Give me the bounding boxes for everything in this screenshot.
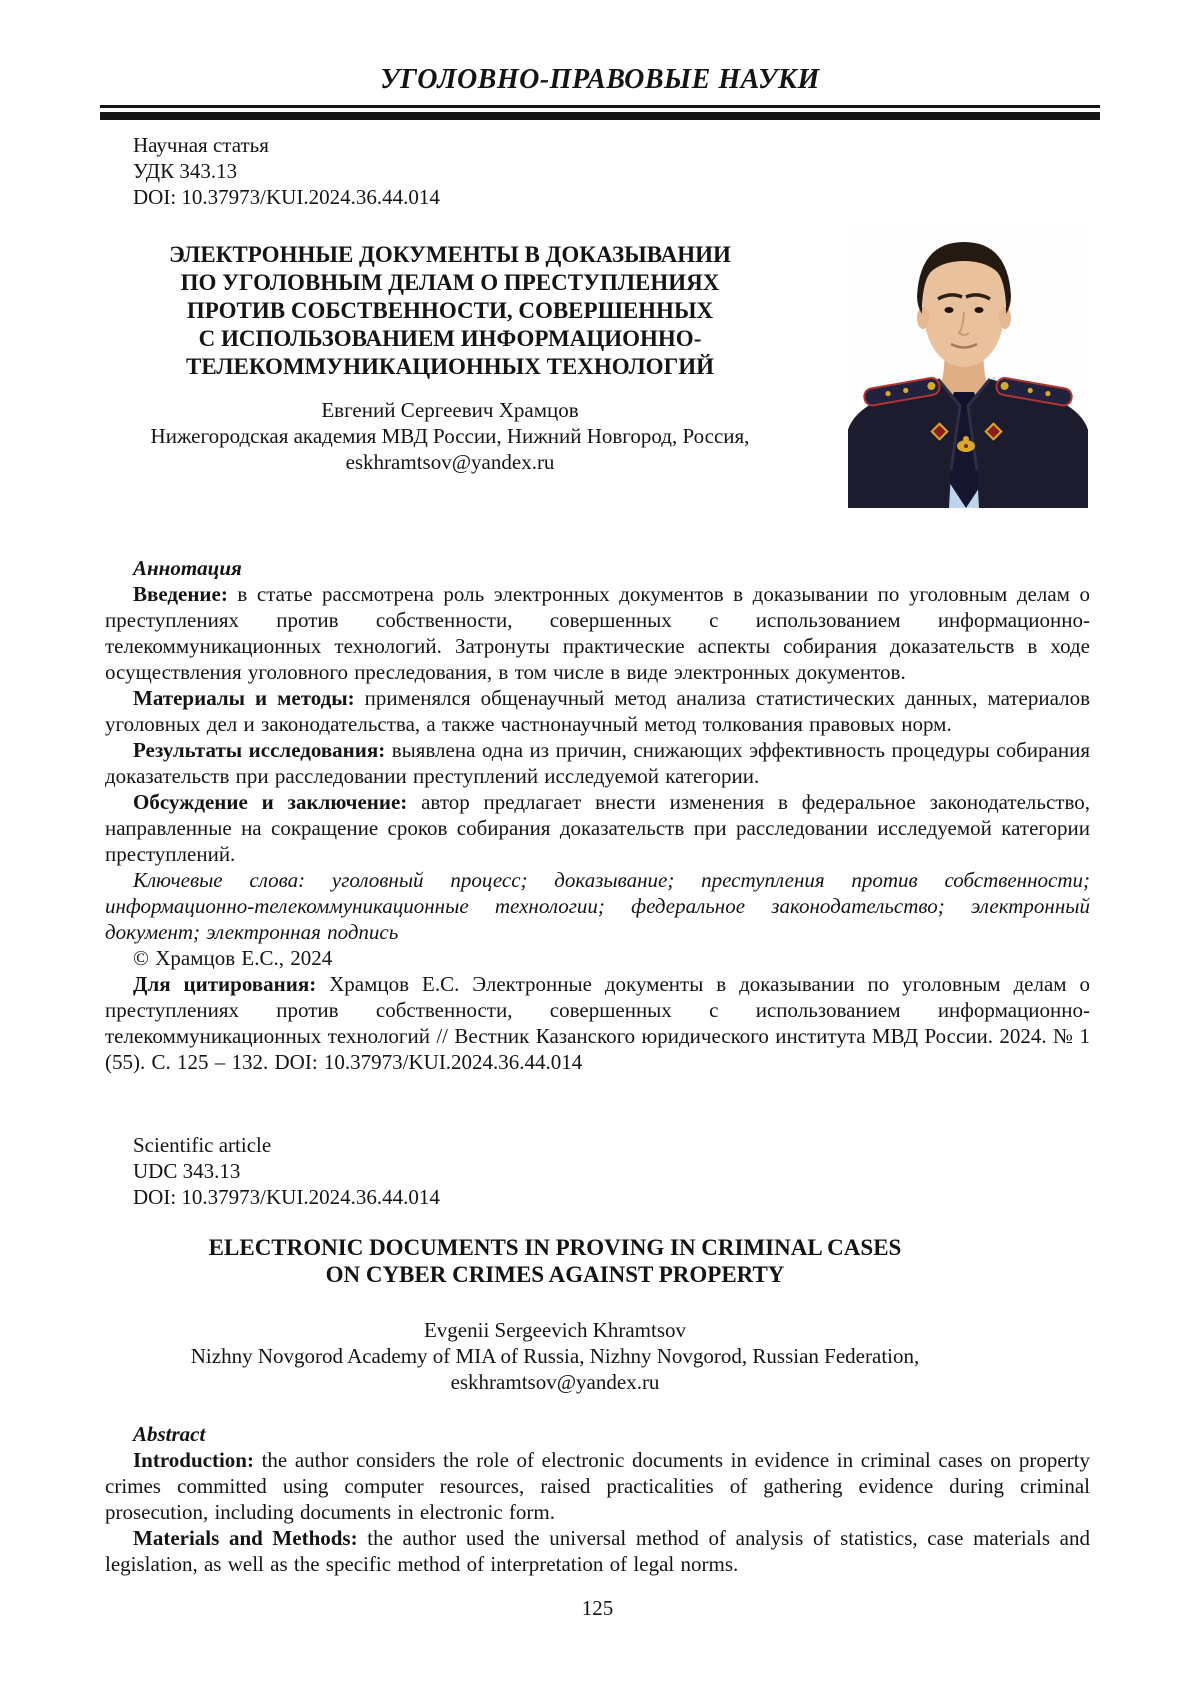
en-doi: DOI: 10.37973/KUI.2024.36.44.014	[133, 1185, 440, 1209]
author-photo-image	[848, 230, 1088, 508]
ru-copyright: © Храмцов Е.С., 2024	[133, 946, 333, 970]
ru-title-line: ТЕЛЕКОММУНИКАЦИОННЫХ ТЕХНОЛОГИЙ	[186, 354, 714, 379]
ru-label-materials: Материалы и методы:	[133, 686, 355, 710]
ru-label-introduction: Введение:	[133, 582, 228, 606]
header-rule-thin	[100, 105, 1100, 108]
en-text-materials: the author used the universal method of analysis of statistics, case materials and legislation, as well as the specific method of interpretation of legal norms.	[105, 1526, 1090, 1576]
ru-affiliation: Нижегородская академия МВД России, Нижний Новгород, Россия,	[150, 424, 750, 448]
ru-text-results: выявлена одна из причин, снижающих эффективность процедуры собирания доказательств при расследовании преступлений исследуемой категории.	[105, 738, 1090, 788]
ru-citation	[105, 971, 1090, 1075]
ru-title-line: ПО УГОЛОВНЫМ ДЕЛАМ О ПРЕСТУПЛЕНИЯХ	[180, 270, 720, 295]
en-affiliation: Nizhny Novgorod Academy of MIA of Russia, Nizhny Novgorod, Russian Federation,	[190, 1344, 920, 1368]
ru-text-discussion: автор предлагает внести изменения в федеральное законодательство, направленные на сокращение сроков собирания доказательств при расследовании исследуемой категории преступлений.	[105, 790, 1090, 866]
ru-label-results: Результаты исследования:	[133, 738, 386, 762]
author-photo	[848, 230, 1088, 508]
en-title-line: ON CYBER CRIMES AGAINST PROPERTY	[325, 1262, 785, 1287]
en-paragraph-introduction	[105, 1447, 1090, 1525]
ru-abstract-heading: Аннотация	[133, 556, 242, 580]
en-text-introduction: the author considers the role of electronic documents in evidence in criminal cases on property crimes committed using computer resources, raised practicalities of gathering evidence during criminal prosecution, including documents in electronic form.	[105, 1448, 1090, 1524]
en-abstract-heading: Abstract	[133, 1422, 206, 1446]
ru-text-introduction: в статье рассмотрена роль электронных документов в доказывании по уголовным делам о преступлениях против собственности, совершенных с использованием информационно-телекоммуникационных технологий. Затронуты практические аспекты собирания доказательств в ходе осуществления уголовного преследования, в том числе в виде электронных документов.	[105, 582, 1091, 684]
ru-title-line: ПРОТИВ СОБСТВЕННОСТИ, СОВЕРШЕННЫХ	[186, 298, 714, 323]
ru-paragraph-results	[105, 737, 1090, 789]
en-article-type: Scientific article	[133, 1133, 272, 1157]
en-author-block	[105, 1317, 1005, 1395]
ru-paragraph-materials	[105, 685, 1090, 737]
ru-udc: УДК 343.13	[133, 159, 238, 183]
en-abstract-block	[105, 1421, 1090, 1577]
en-article-meta	[133, 1132, 440, 1210]
en-article-title	[105, 1234, 1005, 1288]
en-title-line: ELECTRONIC DOCUMENTS IN PROVING IN CRIMINAL CASES	[208, 1235, 902, 1260]
ru-text-materials: применялся общенаучный метод анализа статистических данных, материалов уголовных дел и законодательства, а также частнонаучный метод толкования правовых норм.	[105, 686, 1091, 736]
ru-article-title	[105, 241, 795, 381]
journal-section-header: УГОЛОВНО-ПРАВОВЫЕ НАУКИ	[380, 64, 820, 95]
ru-author-email: eskhramtsov@yandex.ru	[345, 450, 555, 474]
en-label-materials: Materials and Methods:	[133, 1526, 358, 1550]
ru-article-type: Научная статья	[133, 133, 269, 157]
header-rule-thick	[100, 112, 1100, 120]
ru-author-block	[105, 397, 795, 475]
ru-doi: DOI: 10.37973/KUI.2024.36.44.014	[133, 185, 440, 209]
en-author-email: eskhramtsov@yandex.ru	[450, 1370, 660, 1394]
ru-keywords-label: Ключевые слова:	[133, 868, 306, 892]
ru-paragraph-introduction	[105, 581, 1090, 685]
page-number: 125	[581, 1596, 614, 1620]
en-author-name: Evgenii Sergeevich Khramtsov	[423, 1318, 687, 1342]
ru-keywords-text: уголовный процесс; доказывание; преступления против собственности; информационно-телекоммуникационные технологии; федеральное законодательство; электронный документ; электронная подпись	[105, 868, 1090, 944]
ru-article-meta	[133, 132, 440, 210]
ru-label-discussion: Обсуждение и заключение:	[133, 790, 408, 814]
ru-title-line: ЭЛЕКТРОННЫЕ ДОКУМЕНТЫ В ДОКАЗЫВАНИИ	[169, 242, 731, 267]
en-udc: UDC 343.13	[133, 1159, 241, 1183]
ru-paragraph-discussion	[105, 789, 1090, 867]
ru-author-name: Евгений Сергеевич Храмцов	[321, 398, 579, 422]
en-label-introduction: Introduction:	[133, 1448, 254, 1472]
ru-citation-label: Для цитирования:	[133, 972, 317, 996]
ru-keywords	[105, 867, 1090, 945]
ru-abstract-block	[105, 555, 1090, 1075]
ru-title-line: С ИСПОЛЬЗОВАНИЕМ ИНФОРМАЦИОННО-	[198, 326, 702, 351]
en-paragraph-materials	[105, 1525, 1090, 1577]
ru-citation-text: Храмцов Е.С. Электронные документы в доказывании по уголовным делам о преступлениях против собственности, совершенных с использованием информационно-телекоммуникационных технологий // Вестник Казанского юридического института МВД России. 2024. № 1 (55). С. 125 – 132. DOI: 10.37973/KUI.2024.36.44.014	[105, 972, 1090, 1074]
